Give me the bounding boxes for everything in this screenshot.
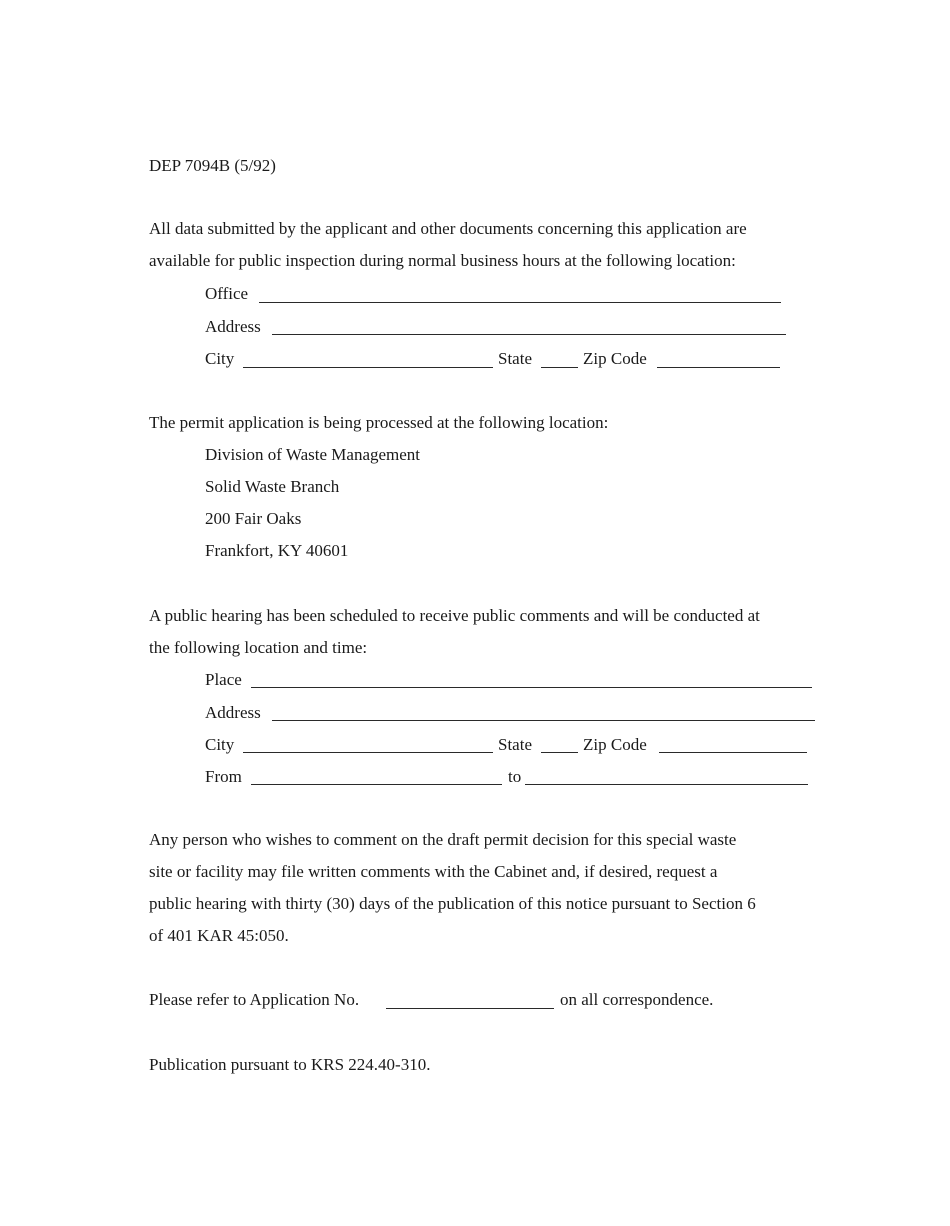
application-number-blank[interactable] bbox=[386, 1008, 554, 1009]
address-label: Address bbox=[205, 317, 261, 336]
processing-address-line-2: Solid Waste Branch bbox=[205, 477, 340, 496]
place-label: Place bbox=[205, 670, 242, 689]
processing-intro: The permit application is being processed at the following location: bbox=[149, 413, 609, 432]
comment-line-1: Any person who wishes to comment on the draft permit decision for this special waste bbox=[149, 830, 737, 849]
application-ref-suffix: on all correspondence. bbox=[560, 990, 714, 1009]
place-blank[interactable] bbox=[251, 687, 812, 688]
hearing-city-label: City bbox=[205, 735, 235, 754]
comment-line-2: site or facility may file written comments with the Cabinet and, if desired, request a bbox=[149, 862, 718, 881]
hearing-address-label: Address bbox=[205, 703, 261, 722]
city-blank[interactable] bbox=[243, 367, 493, 368]
intro-line-1: All data submitted by the applicant and other documents concerning this application are bbox=[149, 219, 747, 238]
state-label: State bbox=[498, 349, 532, 368]
zip-code-blank[interactable] bbox=[657, 367, 780, 368]
publication-statement: Publication pursuant to KRS 224.40-310. bbox=[149, 1055, 431, 1074]
hearing-address-blank[interactable] bbox=[272, 720, 815, 721]
to-label: to bbox=[508, 767, 522, 786]
to-blank[interactable] bbox=[525, 784, 808, 785]
hearing-state-blank[interactable] bbox=[541, 752, 578, 753]
hearing-zip-code-blank[interactable] bbox=[659, 752, 807, 753]
hearing-city-blank[interactable] bbox=[243, 752, 493, 753]
intro-line-2: available for public inspection during normal business hours at the following location: bbox=[149, 251, 736, 270]
comment-line-3: public hearing with thirty (30) days of the publication of this notice pursuant to Section 6 bbox=[149, 894, 756, 913]
processing-address-line-3: 200 Fair Oaks bbox=[205, 509, 302, 528]
processing-address-line-1: Division of Waste Management bbox=[205, 445, 421, 464]
processing-address-line-4: Frankfort, KY 40601 bbox=[205, 541, 349, 560]
comment-line-4: of 401 KAR 45:050. bbox=[149, 926, 289, 945]
from-blank[interactable] bbox=[251, 784, 502, 785]
office-label: Office bbox=[205, 284, 249, 303]
form-number: DEP 7094B (5/92) bbox=[149, 156, 276, 175]
hearing-intro-line-1: A public hearing has been scheduled to receive public comments and will be conducted at bbox=[149, 606, 760, 625]
office-blank[interactable] bbox=[259, 302, 781, 303]
application-ref-prefix: Please refer to Application No. bbox=[149, 990, 360, 1009]
zip-code-label: Zip Code bbox=[583, 349, 647, 368]
state-blank[interactable] bbox=[541, 367, 578, 368]
hearing-state-label: State bbox=[498, 735, 532, 754]
address-blank[interactable] bbox=[272, 334, 786, 335]
city-label: City bbox=[205, 349, 235, 368]
hearing-intro-line-2: the following location and time: bbox=[149, 638, 368, 657]
from-label: From bbox=[205, 767, 242, 786]
hearing-zip-code-label: Zip Code bbox=[583, 735, 647, 754]
